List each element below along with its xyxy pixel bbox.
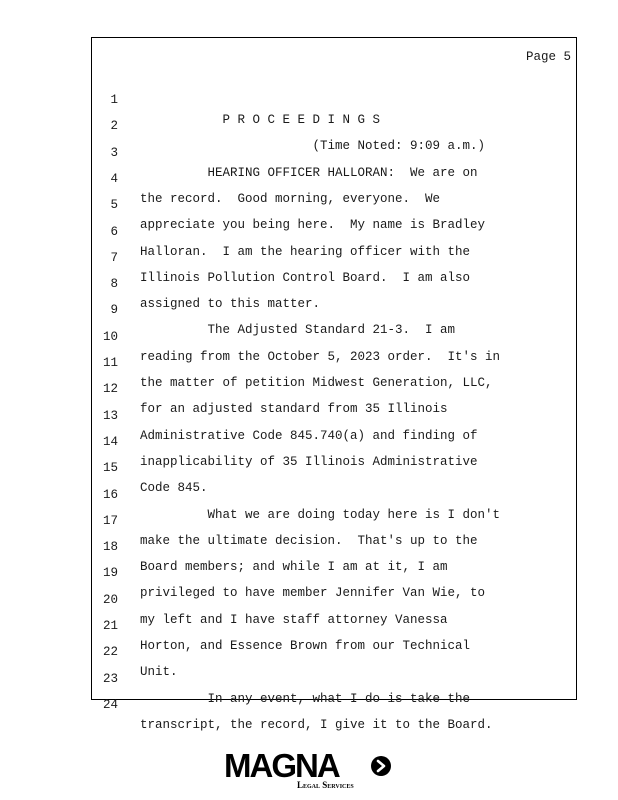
line-text: Administrative Code 845.740(a) and finding of [140, 428, 478, 443]
line-text: Halloran. I am the hearing officer with the [140, 244, 471, 259]
line-number: 3 [110, 145, 118, 160]
line-text: privileged to have member Jennifer Van Wie, to [140, 586, 486, 601]
line-text: transcript, the record, I give it to the Board. [140, 717, 493, 732]
line-number: 10 [102, 329, 118, 344]
line-text: (Time Noted: 9:09 a.m.) [140, 139, 486, 154]
line-number: 16 [102, 487, 118, 502]
line-number: 11 [102, 356, 118, 370]
line-text: reading from the October 5, 2023 order. It's in [140, 349, 501, 364]
line-text: assigned to this matter. [140, 297, 321, 312]
line-text: The Adjusted Standard 21-3. I am [140, 323, 456, 338]
line-text: make the ultimate decision. That's up to the [140, 533, 478, 548]
line-text: Board members; and while I am at it, I am [140, 560, 448, 575]
line-number: 23 [102, 671, 118, 686]
line-text: In any event, what I do is take the [140, 691, 471, 706]
line-text: inapplicability of 35 Illinois Administrative [140, 454, 478, 469]
line-text: What we are doing today here is I don't [140, 507, 501, 522]
page-number: Page 5 [525, 50, 571, 64]
line-number: 2 [110, 119, 118, 134]
line-number: 1 [110, 93, 118, 107]
line-text: Code 845. [140, 481, 208, 496]
arrow-circle-icon [370, 755, 392, 777]
line-number: 22 [102, 645, 118, 660]
line-number: 14 [102, 434, 118, 449]
line-number: 6 [110, 224, 118, 239]
line-number: 19 [102, 566, 118, 581]
line-number: 17 [102, 513, 118, 528]
line-text: appreciate you being here. My name is Bradley [140, 218, 486, 233]
line-number: 24 [102, 697, 118, 712]
line-number: 21 [102, 619, 118, 633]
line-number: 4 [110, 171, 118, 186]
line-number: 8 [110, 277, 118, 292]
line-number: 15 [102, 461, 118, 476]
line-number: 20 [102, 592, 118, 607]
line-number: 5 [110, 198, 118, 213]
logo-wordmark: MAGNA [224, 747, 339, 784]
line-text: Illinois Pollution Control Board. I am also [140, 270, 471, 285]
line-number: 9 [110, 303, 118, 318]
line-text: P R O C E E D I N G S [140, 113, 381, 127]
line-text: Horton, and Essence Brown from our Technical [140, 639, 471, 653]
magna-logo [224, 748, 396, 792]
line-number: 18 [102, 540, 118, 555]
line-number: 7 [110, 250, 118, 265]
line-text: the record. Good morning, everyone. We [140, 191, 441, 206]
line-text: my left and I have staff attorney Vanessa [140, 612, 448, 627]
line-text: for an adjusted standard from 35 Illinois [140, 402, 448, 417]
transcript-line [92, 70, 381, 127]
line-text: HEARING OFFICER HALLORAN: We are on [140, 165, 478, 180]
logo-tagline: Legal Services [297, 780, 354, 790]
line-number: 13 [102, 408, 118, 423]
transcript-page [91, 37, 577, 732]
line-text: Unit. [140, 665, 178, 680]
line-text: the matter of petition Midwest Generation, LLC, [140, 376, 493, 390]
line-number: 12 [102, 382, 118, 397]
